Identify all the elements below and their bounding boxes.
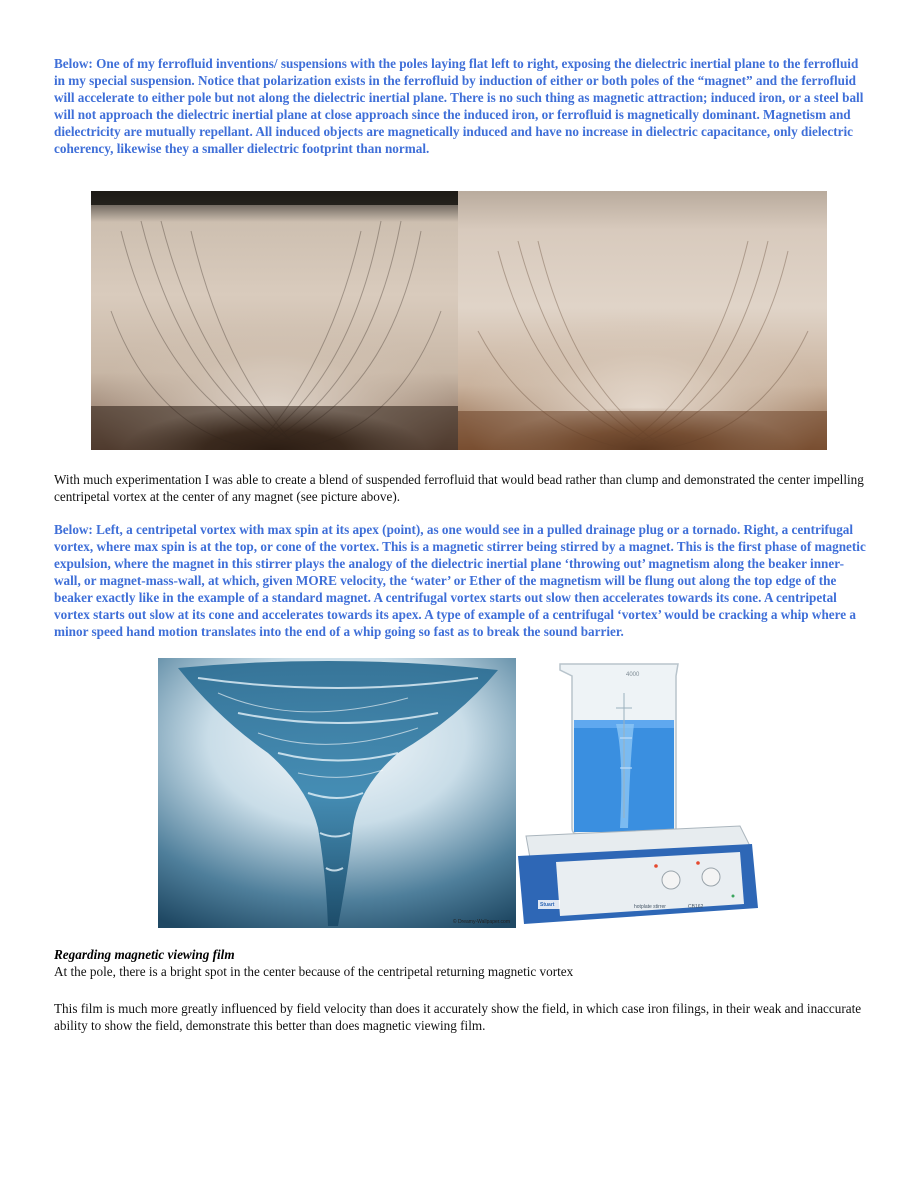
- ferrofluid-photo-right: [458, 191, 827, 450]
- stirrer-brand: Stuart: [540, 902, 555, 908]
- vortex-paragraph: Below: Left, a centripetal vortex with max spin at its apex (point), as one would see in a pulled drainage plug or a tornado. Right, a centrifugal vortex, where max spin is at the top, or cone of the vortex. This is a magnetic stirrer being stirred by a magnet. This is the first phase of magnetic expulsion, where the magnet in this stirrer plays the analogy of the dielectric inertial plane ‘throwing out’ magnetism along the beaker inner-wall, or magnet-mass-wall, at which, given MORE velocity, the ‘water’ or Ether of the magnetism will be flung out along the top edge of the beaker exactly like in the example of a standard magnet. A centrifugal vortex starts out slow then accelerates towards its cone. A centripetal vortex starts out slow at its cone and accelerates towards its apex. A type of example of a centrifugal ‘vortex’ would be cracking a whip where a minor speed hand motion translates into the end of a whip going so fast as to break the sound barrier.: [54, 522, 866, 639]
- ferrofluid-photo-left: [91, 191, 458, 450]
- intro-paragraph: Below: One of my ferrofluid inventions/ suspensions with the poles laying flat left to right, exposing the dielectric inertial plane to the ferrofluid in my special suspension. Notice that polarization exists in the ferrofluid by induction of either or both poles of the “magnet” and the ferrofluid will accelerate to either pole but not along the dielectric inertial plane. There is no such thing as magnetic attraction; induced iron, or a steel ball will not approach the dielectric inertial plane at close approach since the induced iron, or ferrofluid is magnetically dominant. Magnetism and dielectricity are mutually repellant. All induced objects are magnetically induced and have no increase in dielectric capacitance, only dielectric coherency, likewise they a smaller dielectric footprint than normal.: [54, 56, 864, 156]
- vortex-graphic: [158, 658, 516, 928]
- water-vortex-photo: [158, 658, 516, 928]
- vortex-credit: © Dreamy-Wallpaper.com: [452, 919, 510, 925]
- stirrer-graphic: [516, 658, 760, 928]
- experiment-paragraph: With much experimentation I was able to create a blend of suspended ferrofluid that would bead rather than clump and demonstrated the center impelling centripetal vortex at the center of any magnet (see picture above).: [54, 472, 864, 504]
- ferrofluid-right-streaks: [458, 191, 827, 450]
- magnetic-stirrer-photo: [516, 658, 760, 928]
- section-heading: Regarding magnetic viewing film: [54, 947, 235, 962]
- stirrer-label: hotplate stirrer: [634, 904, 666, 910]
- stirrer-model: CB162: [688, 904, 704, 910]
- ferrofluid-left-streaks: [91, 191, 458, 450]
- pole-paragraph: At the pole, there is a bright spot in the center because of the centripetal returning magnetic vortex: [54, 964, 574, 979]
- beaker-volume-mark: 4000: [626, 672, 640, 678]
- film-paragraph: This film is much more greatly influenced by field velocity than does it accurately show the field, in which case iron filings, in their weak and inaccurate ability to show the field, demonstrate this better than does magnetic viewing film.: [54, 1001, 862, 1033]
